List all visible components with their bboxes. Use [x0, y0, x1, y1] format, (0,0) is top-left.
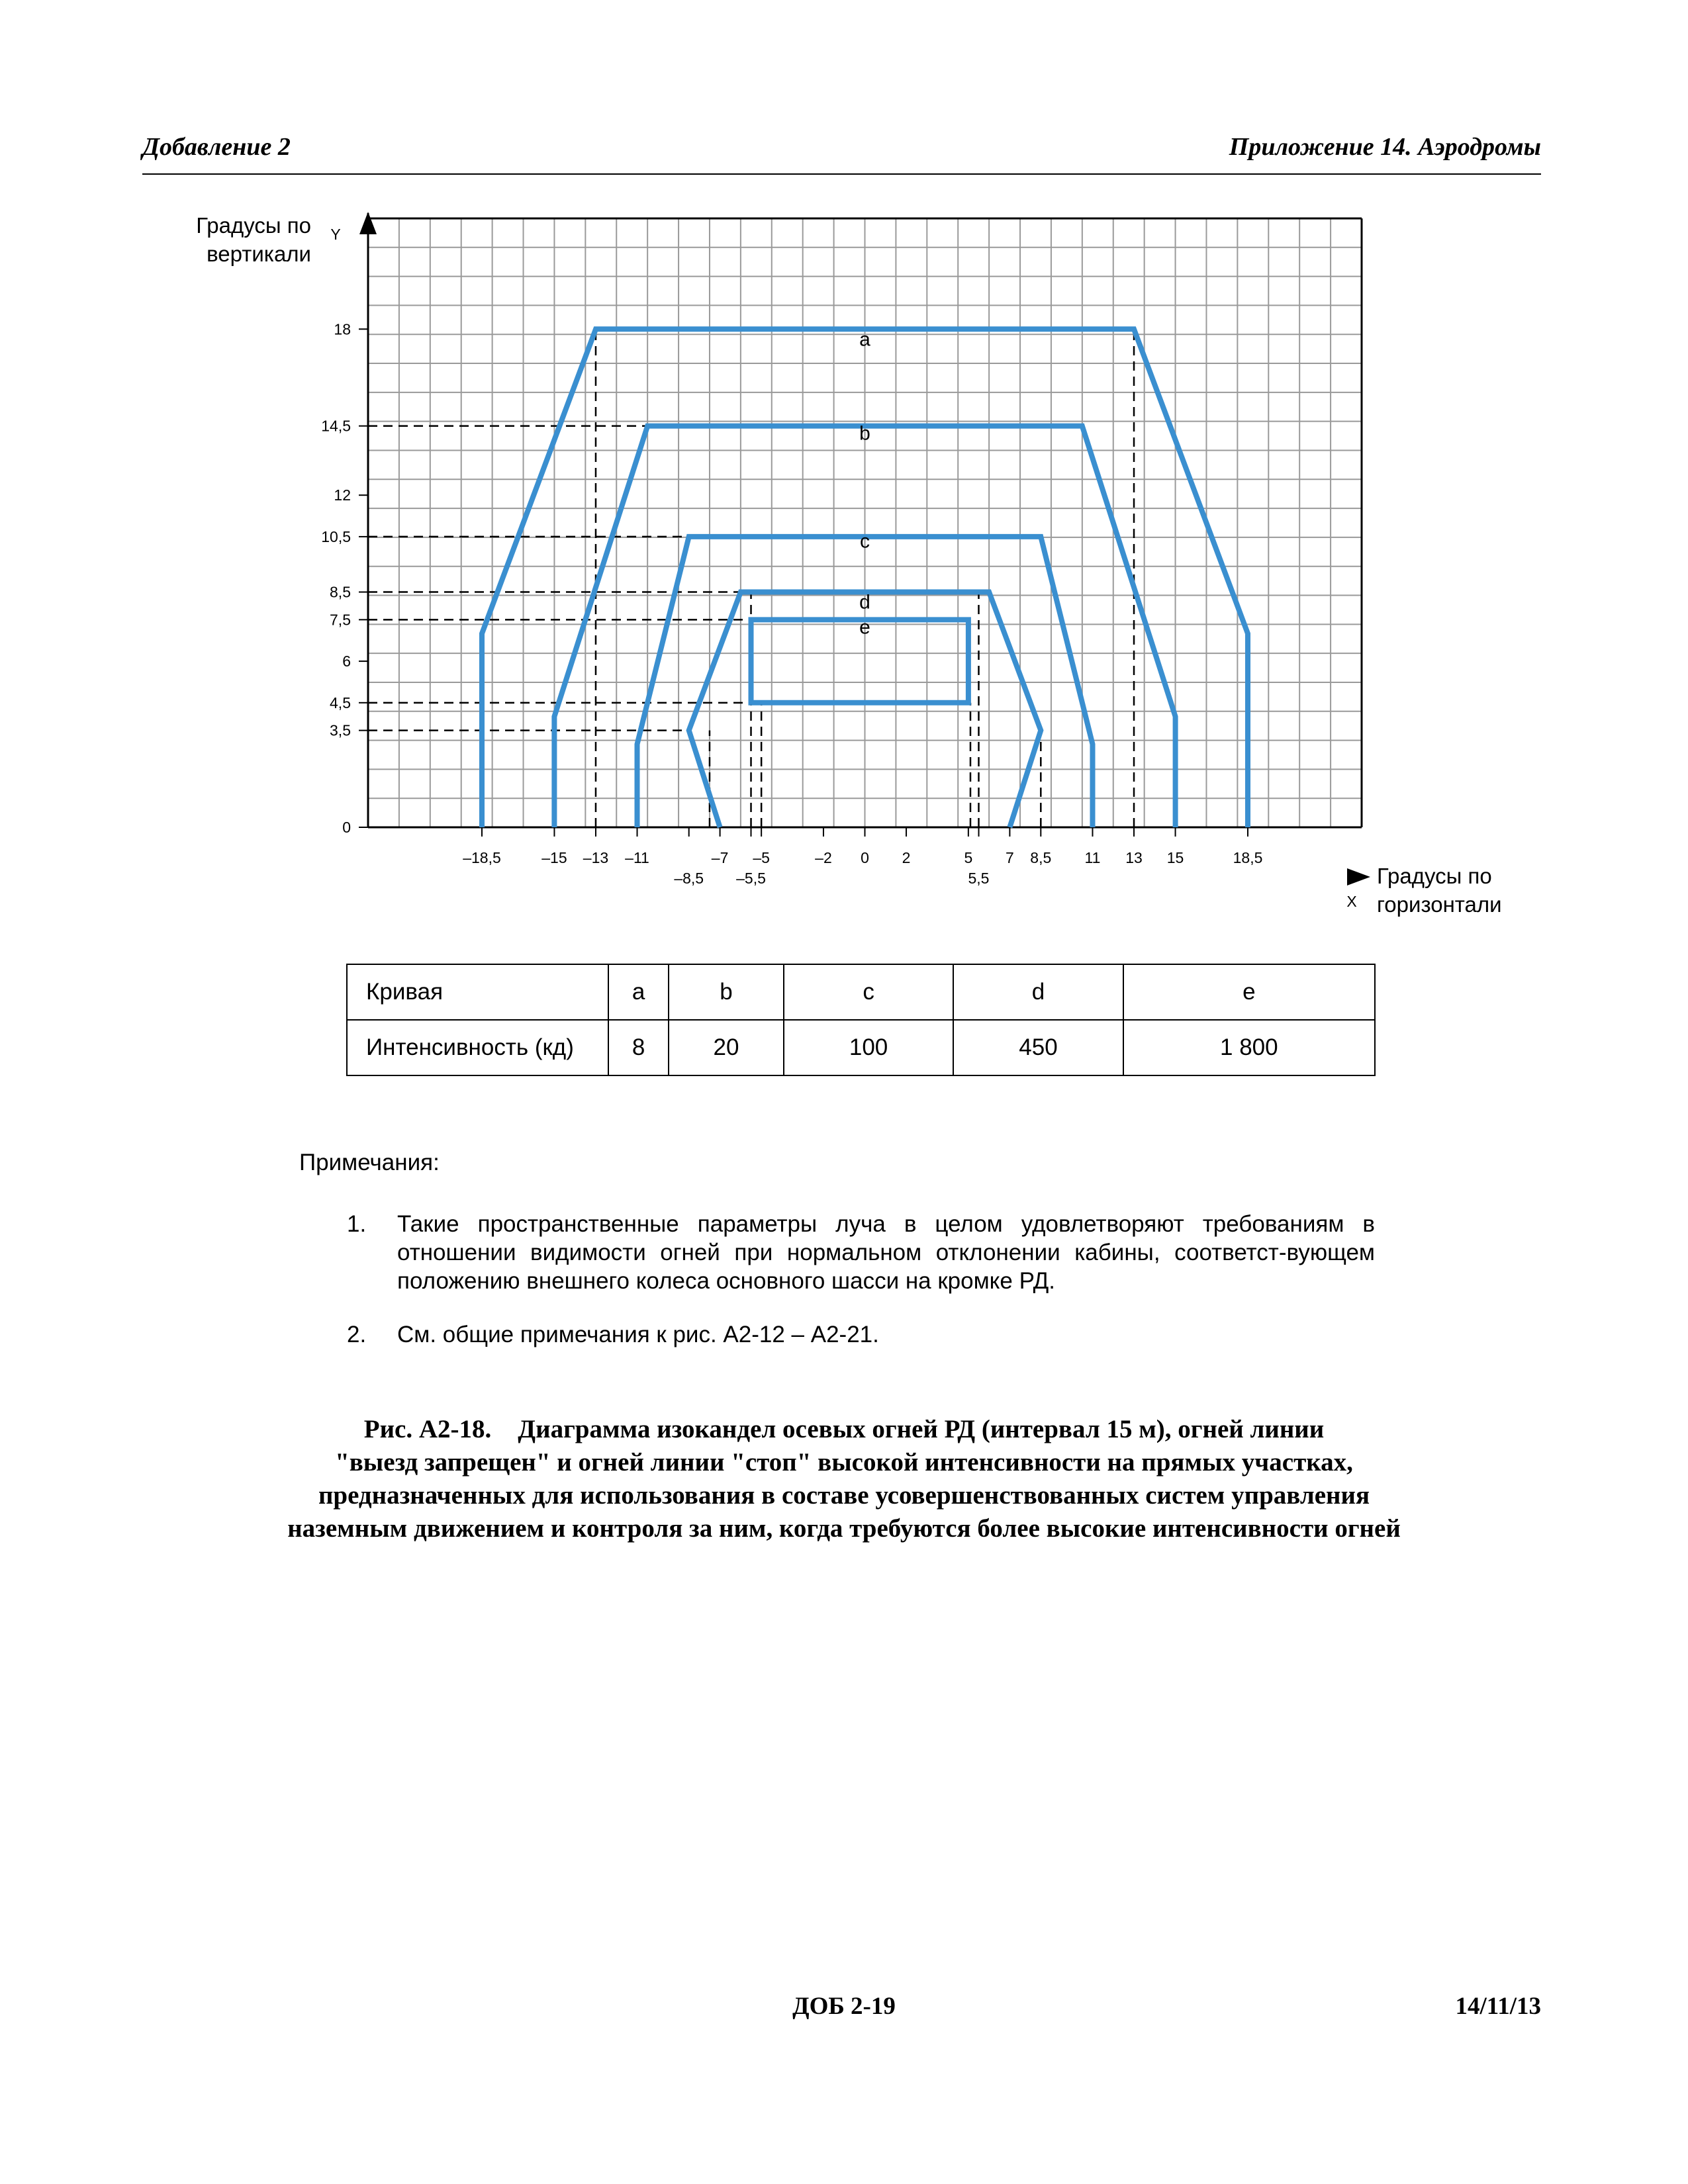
caption-figure-number: Рис. А2-18.: [363, 1415, 492, 1443]
x-tick-label: 8,5: [1030, 849, 1052, 866]
y-tick-label: 6: [342, 653, 351, 670]
table-cell-intensity-c: 100: [784, 1020, 953, 1075]
x-tick-label: –8,5: [674, 870, 704, 887]
x-tick-label: –2: [815, 849, 832, 866]
x-tick-label: –13: [583, 849, 609, 866]
table-cell-intensity-a: 8: [608, 1020, 669, 1075]
note-item: [299, 1210, 1375, 1295]
y-tick-label: 10,5: [321, 527, 351, 545]
y-tick-label: 18: [334, 320, 351, 338]
x-tick-label: 13: [1125, 849, 1143, 866]
x-tick-label: 7: [1005, 849, 1014, 866]
x-axis-title: горизонтали: [1377, 892, 1502, 917]
caption-line: [199, 1413, 1489, 1446]
intensity-table: [346, 964, 1376, 1076]
note-text: Такие пространственные параметры луча в целом удовлетворяют требованиям в отношении видимости огней при нормальном отклонении кабины, соответст-вующем положению внешнего колеса основного шасси на кромке РД.: [397, 1211, 1375, 1294]
note-number: 2.: [347, 1322, 367, 1347]
x-axis-letter: X: [1346, 893, 1357, 910]
table-row-intensity: [347, 1020, 1375, 1075]
x-tick-label: 18,5: [1233, 849, 1263, 866]
y-tick-label: 0: [342, 819, 351, 836]
caption-line: наземным движением и контроля за ним, когда требуются более высокие интенсивности огней: [287, 1514, 1401, 1543]
x-axis-title: Градусы по: [1377, 864, 1492, 888]
curve-label-d: d: [859, 591, 870, 614]
note-item: [299, 1320, 1375, 1349]
caption-line: "выезд запрещен" и огней линии "стоп" высокой интенсивности на прямых участках,: [335, 1448, 1353, 1477]
x-tick-label: –5,5: [736, 870, 766, 887]
header-annex: Приложение 14. Аэродромы: [1229, 133, 1541, 161]
table-cell-intensity-e: 1 800: [1123, 1020, 1375, 1075]
isocandela-chart: [0, 0, 1688, 940]
x-tick-label: –5: [753, 849, 770, 866]
table-cell-curve-c: c: [784, 964, 953, 1020]
x-tick-label: 5: [964, 849, 973, 866]
x-tick-label: 11: [1084, 849, 1101, 866]
x-tick-label: 15: [1166, 849, 1184, 866]
curve-label-e: e: [859, 616, 870, 639]
footer-date: 14/11/13: [1455, 1993, 1541, 2020]
footer-page-number: ДОБ 2-19: [792, 1993, 896, 2020]
y-tick-label: 3,5: [330, 721, 351, 739]
x-tick-label: –11: [625, 849, 649, 866]
notes-title: Примечания:: [299, 1150, 440, 1175]
note-number: 1.: [347, 1211, 367, 1237]
curve-label-a: a: [859, 328, 870, 351]
header-appendix: Добавление 2: [142, 133, 291, 161]
y-tick-label: 14,5: [321, 417, 351, 435]
y-tick-label: 7,5: [330, 611, 351, 629]
x-tick-label: 0: [861, 849, 869, 866]
x-axis-arrow: [1347, 868, 1370, 886]
figure-caption: [199, 1413, 1489, 1545]
y-tick-label: 12: [334, 486, 351, 504]
table-cell-curve-header: Кривая: [347, 964, 608, 1020]
y-tick-label: 4,5: [330, 694, 351, 711]
table-cell-curve-b: b: [669, 964, 784, 1020]
x-tick-label: 2: [902, 849, 911, 866]
table-row-curve: [347, 964, 1375, 1020]
y-axis-letter: Y: [330, 226, 341, 243]
table-cell-intensity-d: 450: [953, 1020, 1123, 1075]
y-tick-label: 8,5: [330, 583, 351, 601]
table-cell-intensity-header: Интенсивность (кд): [347, 1020, 608, 1075]
y-axis-arrow: [359, 212, 377, 234]
x-tick-label: –7: [711, 849, 729, 866]
table-cell-curve-d: d: [953, 964, 1123, 1020]
caption-line: предназначенных для использования в составе усовершенствованных систем управления: [318, 1481, 1370, 1510]
y-axis-title: вертикали: [207, 242, 311, 266]
x-tick-label: –18,5: [463, 849, 501, 866]
curve-label-b: b: [859, 422, 870, 445]
table-cell-curve-e: e: [1123, 964, 1375, 1020]
table-cell-intensity-b: 20: [669, 1020, 784, 1075]
table-cell-curve-a: a: [608, 964, 669, 1020]
caption-text: Диаграмма изокандел осевых огней РД (интервал 15 м), огней линии: [518, 1415, 1325, 1443]
x-tick-label: –15: [541, 849, 567, 866]
notes-section: [299, 1148, 1375, 1374]
y-axis-title: Градусы по: [196, 213, 311, 238]
x-tick-label: 5,5: [968, 870, 990, 887]
note-text: См. общие примечания к рис. А2-12 – А2-21.: [397, 1322, 879, 1347]
curve-label-c: c: [860, 530, 870, 553]
